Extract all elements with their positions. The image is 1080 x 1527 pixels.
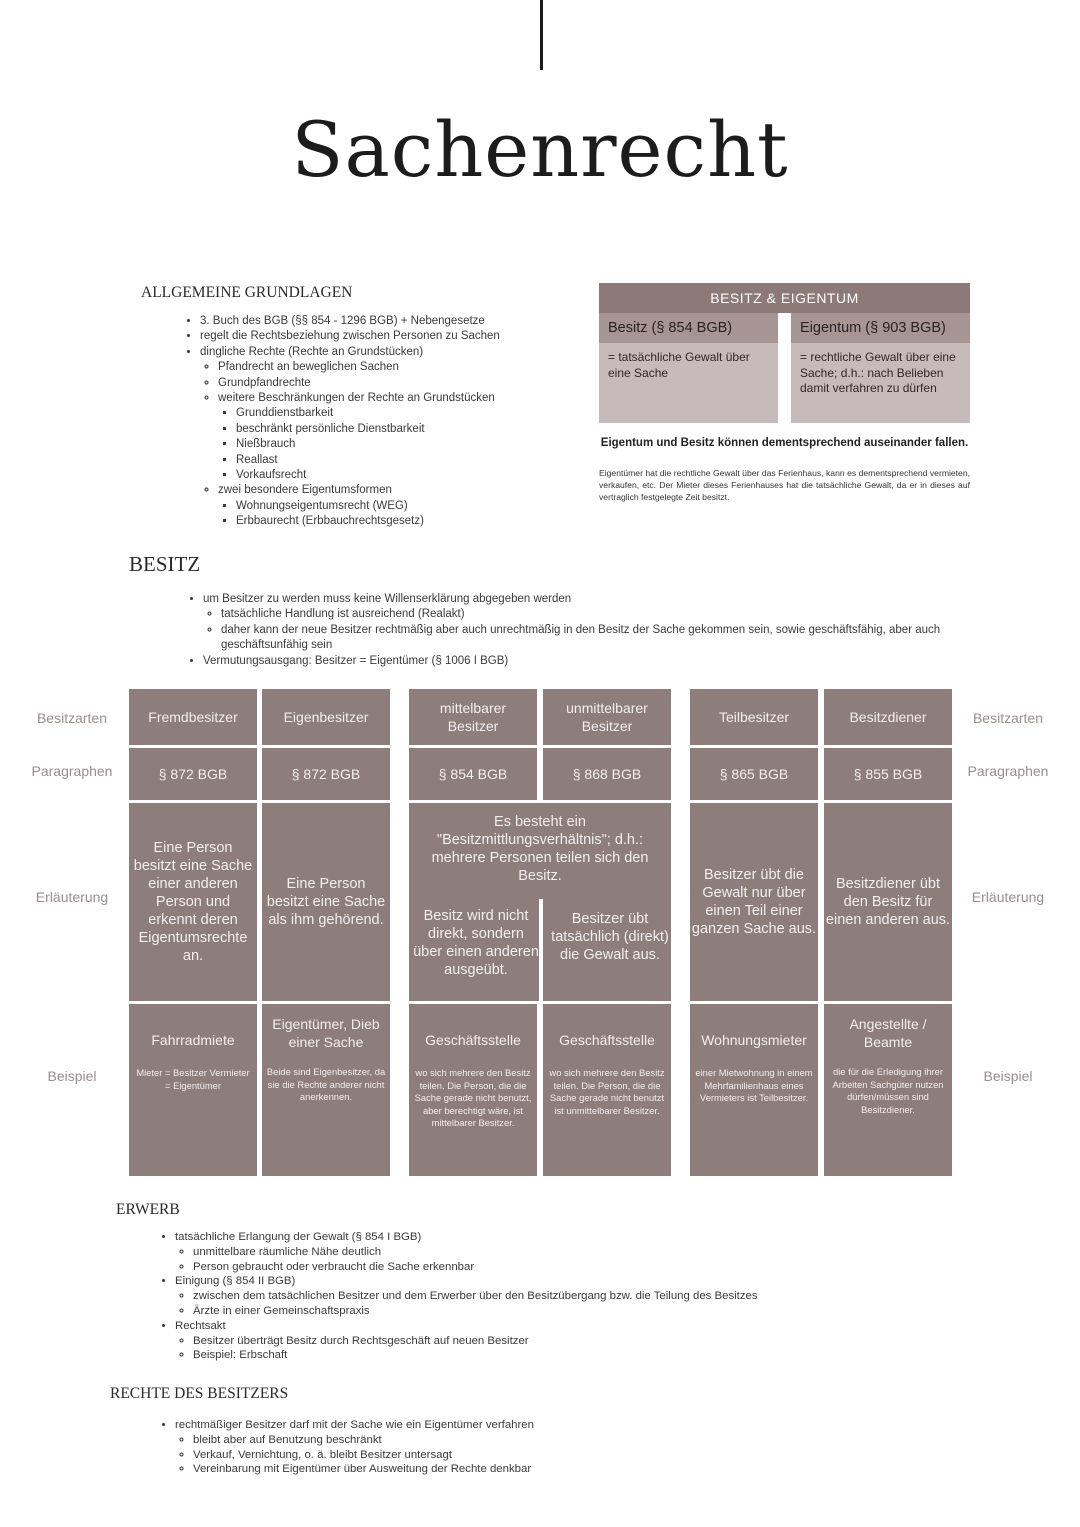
paragraph-cell: § 855 BGB	[824, 748, 952, 800]
page-title: Sachenrecht	[291, 105, 789, 194]
paragraph-cell: § 872 BGB	[129, 748, 257, 800]
expl-cell-teilbesitzer: Besitzer übt die Gewalt nur über einen Teil einer ganzen Sache aus.	[690, 803, 818, 1001]
paragraph-cell: § 865 BGB	[690, 748, 818, 800]
list-item: • Vermutungsausgang: Besitzer = Eigentümer (§ 1006 I BGB)	[203, 654, 985, 669]
expl-unmittelbar-text: Besitzer übt tatsächlich (direkt) die Gewalt aus.	[551, 911, 669, 963]
besitz-eigentum-heading: BESITZ & EIGENTUM	[599, 283, 970, 313]
list-item: • dingliche Rechte (Rechte an Grundstücken) ◦ Pfandrecht an beweglichen Sachen ◦ Grundpfandrechte ◦ weitere Beschränkungen der Rechte an Grundstücken ▪ Grunddienstbarkeit ▪ beschränkt persönliche Dienstbarkeit ▪ Nießbrauch ▪ Reallast ▪ Vorkaufsrecht ◦ zwei besondere Eigentumsformen ▪ Wohnungseigentumsrecht (WEG) ▪ Erbbaurecht (Erbbauchrechtsgesetz)	[200, 345, 582, 530]
list-item: • um Besitzer zu werden muss keine Willenserklärung abgegeben werden ◦ tatsächliche Handlung ist ausreichend (Realakt) ◦ daher kann der neue Besitzer rechtmäßig aber auch unrechtmäßig in den Besitz der Sache gekommen sein, sowie geschäftsfähig, aber auch geschäftsunfähig sein	[203, 592, 985, 654]
list-item: ▪ Grunddienstbarkeit	[236, 406, 582, 421]
list-item: ◦ zwei besondere Eigentumsformen ▪ Wohnungseigentumsrecht (WEG) ▪ Erbbaurecht (Erbbauchrechtsgesetz)	[218, 483, 582, 529]
row-label-besitzarten: Besitzarten	[972, 710, 1044, 726]
erwerb-heading: ERWERB	[116, 1201, 180, 1218]
list-item: ◦ Vereinbarung mit Eigentümer über Ausweitung der Rechte denkbar	[193, 1462, 1037, 1477]
expl-cell-eigenbesitzer: Eine Person besitzt eine Sache als ihm gehörend.	[262, 803, 390, 1001]
list-item: ◦ Grundpfandrechte	[218, 376, 582, 391]
list-item: • regelt die Rechtsbeziehung zwischen Personen zu Sachen	[200, 329, 582, 344]
paragraph-cell: § 854 BGB	[409, 748, 537, 800]
expl-cell-fremdbesitzer: Eine Person besitzt eine Sache einer anderen Person und erkennt deren Eigentumsrechte an.	[129, 803, 257, 1001]
expl-cell-besitzdiener: Besitzdiener übt den Besitz für einen anderen aus.	[824, 803, 952, 1001]
type-cell-eigenbesitzer: Eigenbesitzer	[262, 689, 390, 745]
list-item: • rechtmäßiger Besitzer darf mit der Sache wie ein Eigentümer verfahren ◦ bleibt aber auf Benutzung beschränkt ◦ Verkauf, Vernichtung, o. ä. bleibt Besitzer untersagt ◦ Vereinbarung mit Eigentümer über Ausweitung der Rechte denkbar	[175, 1418, 1037, 1477]
row-label-beispiel: Beispiel	[47, 1068, 97, 1084]
list-item: ◦ Ärzte in einer Gemeinschaftspraxis	[193, 1304, 1037, 1319]
paragraph-cell: § 868 BGB	[543, 748, 671, 800]
list-item: ▪ Wohnungseigentumsrecht (WEG)	[236, 499, 582, 514]
list-item: ◦ Person gebraucht oder verbraucht die Sache erkennbar	[193, 1260, 1037, 1275]
besitz-col-text: = tatsächliche Gewalt über eine Sache	[599, 343, 778, 423]
list-item: ◦ zwischen dem tatsächlichen Besitzer und dem Erwerber über den Besitzübergang bzw. die Teilung des Besitzes	[193, 1289, 1037, 1304]
list-item: • tatsächliche Erlangung der Gewalt (§ 854 I BGB) ◦ unmittelbare räumliche Nähe deutlich ◦ Person gebraucht oder verbraucht die Sache erkennbar	[175, 1230, 1037, 1274]
erwerb-list	[157, 1230, 1037, 1363]
besitz-heading: BESITZ	[129, 552, 201, 576]
row-label-beispiel: Beispiel	[983, 1068, 1033, 1084]
expl-shared-text: Es besteht ein "Besitzmittlungsverhältnis"; d.h.: mehrere Personen teilen sich den Besitz.	[431, 814, 649, 884]
list-item: ▪ beschränkt persönliche Dienstbarkeit	[236, 422, 582, 437]
list-item: ◦ unmittelbare räumliche Nähe deutlich	[193, 1245, 1037, 1260]
row-label-besitzarten: Besitzarten	[36, 710, 108, 726]
eigentum-col-text: = rechtliche Gewalt über eine Sache; d.h.: nach Belieben damit verfahren zu dürfen	[791, 343, 970, 423]
list-item: ◦ Besitzer überträgt Besitz durch Rechtsgeschäft auf neuen Besitzer	[193, 1334, 1037, 1349]
besitz-eigentum-note: Eigentümer hat die rechtliche Gewalt über das Ferienhaus, kann es dementsprechend vermieten, verkaufen, etc. Der Mieter dieses Ferienhauses hat die tatsächliche Gewalt, da er in dieses auf vertraglich festgelegte Zeit besitzt.	[599, 468, 970, 502]
top-divider-line	[540, 0, 543, 70]
eigentum-col-title: Eigentum (§ 903 BGB)	[791, 313, 970, 343]
list-item: • Einigung (§ 854 II BGB) ◦ zwischen dem tatsächlichen Besitzer und dem Erwerber über den Besitzübergang bzw. die Teilung des Besitzes ◦ Ärzte in einer Gemeinschaftspraxis	[175, 1274, 1037, 1318]
list-item: ▪ Reallast	[236, 453, 582, 468]
row-label-paragraphen: Paragraphen	[31, 763, 113, 779]
rechte-list	[157, 1418, 1037, 1477]
besitz-eigentum-note-bold: Eigentum und Besitz können dementsprechend auseinander fallen.	[600, 437, 969, 449]
list-item: ◦ Beispiel: Erbschaft	[193, 1348, 1037, 1363]
list-item: • 3. Buch des BGB (§§ 854 - 1296 BGB) + Nebengesetze	[200, 314, 582, 329]
row-label-paragraphen: Paragraphen	[967, 763, 1049, 779]
list-item: ▪ Vorkaufsrecht	[236, 468, 582, 483]
besitz-list	[185, 592, 985, 669]
list-item: ◦ weitere Beschränkungen der Rechte an Grundstücken ▪ Grunddienstbarkeit ▪ beschränkt persönliche Dienstbarkeit ▪ Nießbrauch ▪ Reallast ▪ Vorkaufsrecht	[218, 391, 582, 483]
example-cell: Angestellte / Beamte die für die Erledigung ihrer Arbeiten Sachgüter nutzen dürfen/müssen sind Besitzdiener.	[824, 1004, 952, 1176]
list-item: ◦ daher kann der neue Besitzer rechtmäßig aber auch unrechtmäßig in den Besitz der Sache gekommen sein, sowie geschäftsfähig, aber auch geschäftsunfähig sein	[221, 623, 961, 654]
paragraph-cell: § 872 BGB	[262, 748, 390, 800]
example-cell: Wohnungsmieter einer Mietwohnung in einem Mehrfamilienhaus eines Vermieters ist Teilbesitzer.	[690, 1004, 818, 1176]
besitz-col-title: Besitz (§ 854 BGB)	[599, 313, 778, 343]
list-item: ▪ Nießbrauch	[236, 437, 582, 452]
rechte-heading: RECHTE DES BESITZERS	[110, 1385, 289, 1402]
type-cell-fremdbesitzer: Fremdbesitzer	[129, 689, 257, 745]
grundlagen-list	[182, 314, 582, 530]
list-item: • Rechtsakt ◦ Besitzer überträgt Besitz durch Rechtsgeschäft auf neuen Besitzer ◦ Beispiel: Erbschaft	[175, 1319, 1037, 1363]
grundlagen-heading: ALLGEMEINE GRUNDLAGEN	[141, 284, 353, 301]
example-cell: Eigentümer, Dieb einer Sache Beide sind Eigenbesitzer, da sie die Rechte anderer nicht anerkennen.	[262, 1004, 390, 1176]
list-item: ◦ bleibt aber auf Benutzung beschränkt	[193, 1433, 1037, 1448]
row-label-erlaeuterung: Erläuterung	[971, 889, 1045, 905]
type-cell-teilbesitzer: Teilbesitzer	[690, 689, 818, 745]
example-cell: Geschäftsstelle wo sich mehrere den Besitz teilen. Die Person, die die Sache gerade nicht benutzt ist unmittelbarer Besitzer.	[543, 1004, 671, 1176]
type-cell-mittelbar: mittelbarer Besitzer	[409, 689, 537, 745]
example-cell: Geschäftsstelle wo sich mehrere den Besitz teilen. Die Person, die die Sache gerade nicht benutzt, aber berechtigt wäre, ist mittelbarer Besitzer.	[409, 1004, 537, 1176]
expl-cell-mittel-unmittel	[409, 803, 671, 1001]
type-cell-besitzdiener: Besitzdiener	[824, 689, 952, 745]
list-item: ◦ Verkauf, Vernichtung, o. ä. bleibt Besitzer untersagt	[193, 1448, 1037, 1463]
list-item: ◦ Pfandrecht an beweglichen Sachen	[218, 360, 582, 375]
list-item: ◦ tatsächliche Handlung ist ausreichend (Realakt)	[221, 607, 985, 622]
example-cell: Fahrradmiete Mieter = Besitzer Vermieter = Eigentümer	[129, 1004, 257, 1176]
list-item: ▪ Erbbaurecht (Erbbauchrechtsgesetz)	[236, 514, 582, 529]
type-cell-unmittelbar: unmittelbarer Besitzer	[543, 689, 671, 745]
expl-mittelbar-text: Besitz wird nicht direkt, sondern über einen anderen ausgeübt.	[413, 908, 539, 978]
row-label-erlaeuterung: Erläuterung	[35, 889, 109, 905]
